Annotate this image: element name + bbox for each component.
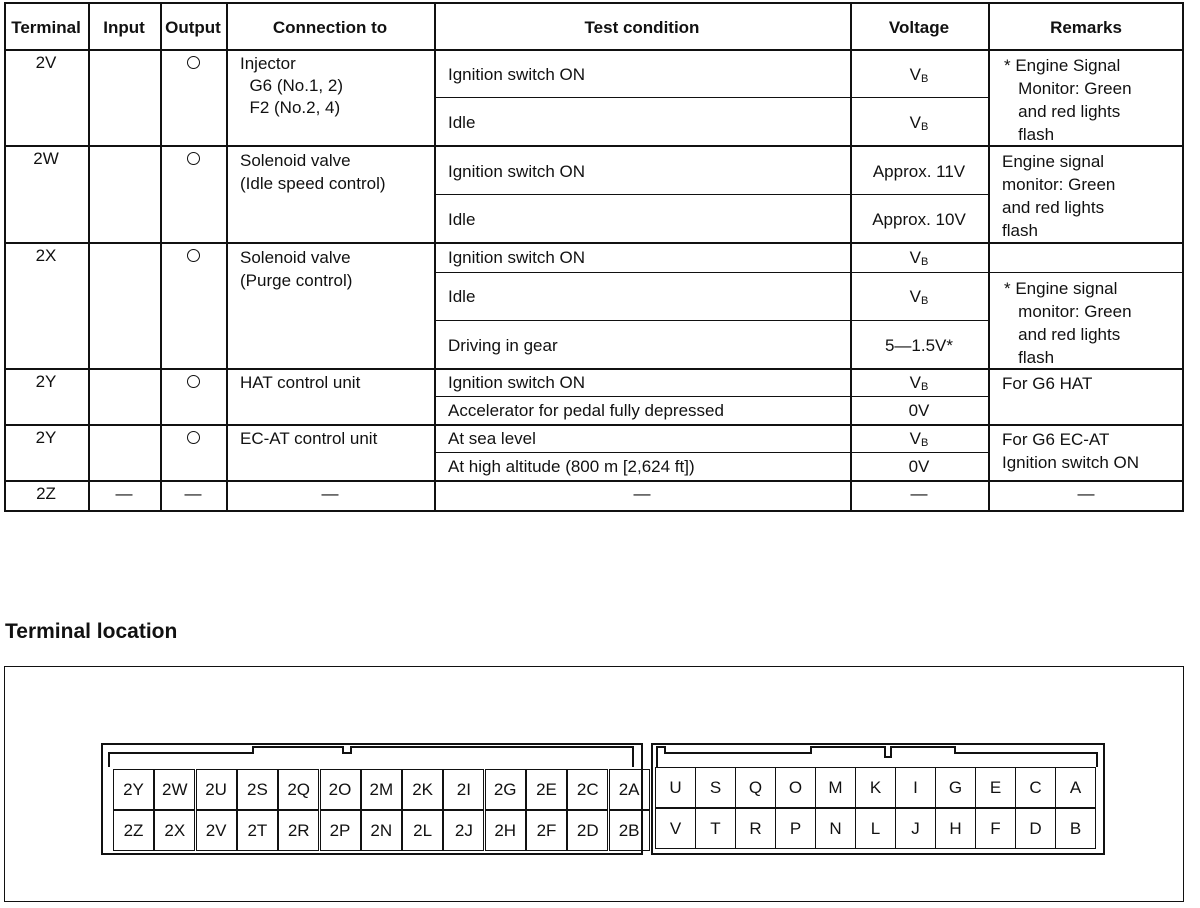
terminal-table (4, 2, 1184, 512)
terminal-2y: 2Y (35, 372, 57, 391)
pin-2c: 2C (567, 769, 608, 810)
output-mark (160, 147, 226, 171)
pin-2o: 2O (320, 769, 361, 810)
pin-2v: 2V (196, 810, 237, 851)
test-condition: — (633, 484, 651, 503)
pin-v: V (655, 808, 696, 849)
pin-e: E (975, 767, 1016, 808)
test-condition: Idle (448, 210, 476, 229)
test-condition: Ignition switch ON (448, 373, 585, 392)
output-circle-icon (187, 56, 200, 69)
pin-f: F (975, 808, 1016, 849)
pin-h: H (935, 808, 976, 849)
pin-2u: 2U (196, 769, 237, 810)
pin-2s: 2S (237, 769, 278, 810)
input-value: — (115, 484, 133, 503)
pin-2y: 2Y (113, 769, 154, 810)
pin-2r: 2R (278, 810, 319, 851)
pin-2k: 2K (402, 769, 443, 810)
pin-2z: 2Z (113, 810, 154, 851)
pin-2w: 2W (154, 769, 195, 810)
remarks: — (1077, 484, 1095, 503)
pin-2b: 2B (609, 810, 650, 851)
output-circle-icon (187, 249, 200, 262)
output-mark (160, 244, 226, 268)
test-condition: Ignition switch ON (448, 65, 585, 84)
pin-2d: 2D (567, 810, 608, 851)
test-condition: Driving in gear (448, 336, 558, 355)
output-circle-icon (187, 152, 200, 165)
pin-d: D (1015, 808, 1056, 849)
output-mark (160, 426, 226, 450)
output-circle-icon (187, 431, 200, 444)
test-condition: Accelerator for pedal fully depressed (448, 401, 724, 420)
pin-j: J (895, 808, 936, 849)
output-mark (160, 51, 226, 75)
test-condition: Ignition switch ON (448, 248, 585, 267)
pin-2a: 2A (609, 769, 650, 810)
pin-n: N (815, 808, 856, 849)
header-connection: Connection to (272, 18, 388, 37)
pin-2x: 2X (154, 810, 195, 851)
pin-2f: 2F (526, 810, 567, 851)
pin-a: A (1055, 767, 1096, 808)
pin-t: T (695, 808, 736, 849)
header-terminal: Terminal (11, 18, 81, 37)
voltage: VB (909, 287, 929, 307)
voltage: 5—1.5V* (884, 336, 954, 355)
terminal-location-title: Terminal location (5, 620, 178, 643)
test-condition: At sea level (448, 429, 536, 448)
header-remarks: Remarks (1050, 18, 1122, 37)
voltage: VB (909, 373, 929, 393)
terminal-2x: 2X (35, 246, 57, 265)
remarks: Engine signal monitor: Green and red lights flash (1002, 152, 1116, 240)
header-voltage: Voltage (888, 18, 950, 37)
pin-2q: 2Q (278, 769, 319, 810)
pin-2l: 2L (402, 810, 443, 851)
pin-p: P (775, 808, 816, 849)
test-condition: Ignition switch ON (448, 162, 585, 181)
voltage: Approx. 11V (872, 162, 966, 181)
connection-solenoid-idle: Solenoid valve (Idle speed control) (240, 151, 386, 193)
pin-2p: 2P (320, 810, 361, 851)
voltage: 0V (908, 401, 930, 420)
terminal-2z: 2Z (36, 484, 56, 503)
pin-k: K (855, 767, 896, 808)
terminal-2w: 2W (33, 149, 59, 168)
voltage: VB (909, 65, 929, 85)
pin-2t: 2T (237, 810, 278, 851)
voltage: VB (909, 429, 929, 449)
pin-2e: 2E (526, 769, 567, 810)
output-mark (160, 370, 226, 394)
terminal-2v: 2V (35, 53, 57, 72)
output-circle-icon (187, 375, 200, 388)
pin-2h: 2H (485, 810, 526, 851)
voltage: 0V (908, 457, 930, 476)
connection-injector: Injector G6 (No.1, 2) F2 (No.2, 4) (240, 54, 343, 117)
voltage: Approx. 10V (872, 210, 966, 229)
pin-s: S (695, 767, 736, 808)
remarks: For G6 HAT (1002, 374, 1093, 393)
pin-2n: 2N (361, 810, 402, 851)
header-output: Output (165, 18, 221, 37)
voltage: — (910, 484, 928, 503)
pin-2i: 2I (443, 769, 484, 810)
remarks: * Engine Signal Monitor: Green and red lights flash (1004, 56, 1132, 144)
pin-g: G (935, 767, 976, 808)
connection-ecat: EC-AT control unit (240, 429, 378, 448)
remarks: * Engine signal monitor: Green and red lights flash (1004, 279, 1132, 367)
pin-m: M (815, 767, 856, 808)
remarks: For G6 EC-AT Ignition switch ON (1002, 430, 1139, 472)
voltage: VB (909, 113, 929, 133)
terminal-location-diagram (4, 666, 1184, 902)
pin-c: C (1015, 767, 1056, 808)
connection-solenoid-purge: Solenoid valve (Purge control) (240, 248, 353, 290)
header-test-condition: Test condition (584, 18, 700, 37)
pin-2g: 2G (485, 769, 526, 810)
test-condition: Idle (448, 287, 476, 306)
test-condition: Idle (448, 113, 476, 132)
terminal-2y: 2Y (35, 428, 57, 447)
pin-2j: 2J (443, 810, 484, 851)
test-condition: At high altitude (800 m [2,624 ft]) (448, 457, 695, 476)
pin-l: L (855, 808, 896, 849)
pin-b: B (1055, 808, 1096, 849)
header-input: Input (103, 18, 145, 37)
pin-i: I (895, 767, 936, 808)
pin-2m: 2M (361, 769, 402, 810)
pin-u: U (655, 767, 696, 808)
pin-o: O (775, 767, 816, 808)
connection-hat: HAT control unit (240, 373, 361, 392)
connection-none: — (321, 484, 339, 503)
pin-r: R (735, 808, 776, 849)
pin-q: Q (735, 767, 776, 808)
output-value: — (184, 484, 202, 503)
voltage: VB (909, 248, 929, 268)
